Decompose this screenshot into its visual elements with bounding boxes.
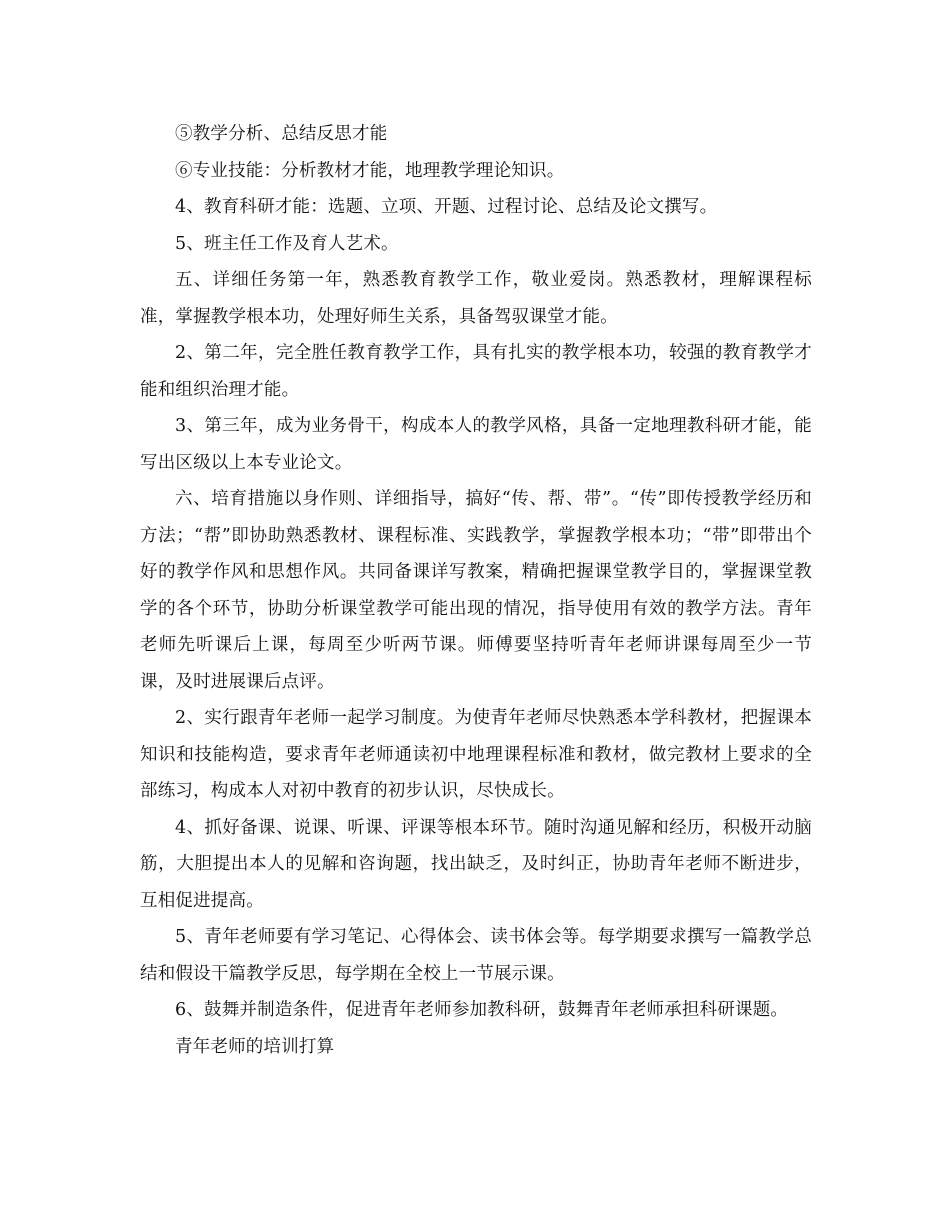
- paragraph-encourage-research: 6、鼓舞并制造条件，促进青年老师参加教科研，鼓舞青年老师承担科研课题。: [175, 1000, 789, 1020]
- document-body: [140, 116, 812, 1065]
- paragraph-first-year: 五、详细任务第一年，熟悉教育教学工作，敬业爱岗。熟悉教材，理解课程标准，掌握教学根本功，处理好师生关系，具备驾驭课堂才能。: [140, 270, 812, 327]
- paragraph-basic-links: 4、抓好备课、说课、听课、评课等根本环节。随时沟通见解和经历，积极开动脑筋，大胆提出本人的见解和咨询题，找出缺乏，及时纠正，协助青年老师不断进步，互相促进提高。: [140, 817, 812, 911]
- paragraph-training-measures: 六、培育措施以身作则、详细指导，搞好“传、帮、带”。“传”即传授教学经历和方法；“帮”即协助熟悉教材、课程标准、实践教学，掌握教学根本功；“带”即带出个好的教学作风和思想作风。共同备课详写教案，精确把握课堂教学目的，掌握课堂教学的各个环节，协助分析课堂教学可能出现的情况，指导使用有效的教学方法。青年老师先听课后上课，每周至少听两节课。师傅要坚持听青年老师讲课每周至少一节课，及时进展课后点评。: [140, 489, 812, 692]
- paragraph-research-ability: 4、教育科研才能：选题、立项、开题、过程讨论、总结及论文撰写。: [175, 197, 718, 217]
- paragraph-class-teacher: 5、班主任工作及育人艺术。: [175, 233, 399, 254]
- paragraph-second-year: 2、第二年，完全胜任教育教学工作，具有扎实的教学根本功，较强的教育教学才能和组织治理才能。: [140, 343, 812, 400]
- paragraph-section-heading: 青年老师的培训打算: [175, 1036, 335, 1057]
- paragraph-ability-5: ⑤教学分析、总结反思才能: [175, 124, 388, 144]
- paragraph-study-system: 2、实行跟青年老师一起学习制度。为使青年老师尽快熟悉本学科教材，把握课本知识和技能构造，要求青年老师通读初中地理课程标准和教材，做完教材上要求的全部练习，构成本人对初中教育的初步认识，尽快成长。: [140, 708, 812, 801]
- paragraph-third-year: 3、第三年，成为业务骨干，构成本人的教学风格，具备一定地理教科研才能，能写出区级以上本专业论文。: [140, 416, 812, 473]
- paragraph-study-notes: 5、青年老师要有学习笔记、心得体会、读书体会等。每学期要求撰写一篇教学总结和假设干篇教学反思，每学期在全校上一节展示课。: [140, 927, 812, 984]
- paragraph-ability-6: ⑥专业技能：分析教材才能，地理教学理论知识。: [175, 160, 565, 181]
